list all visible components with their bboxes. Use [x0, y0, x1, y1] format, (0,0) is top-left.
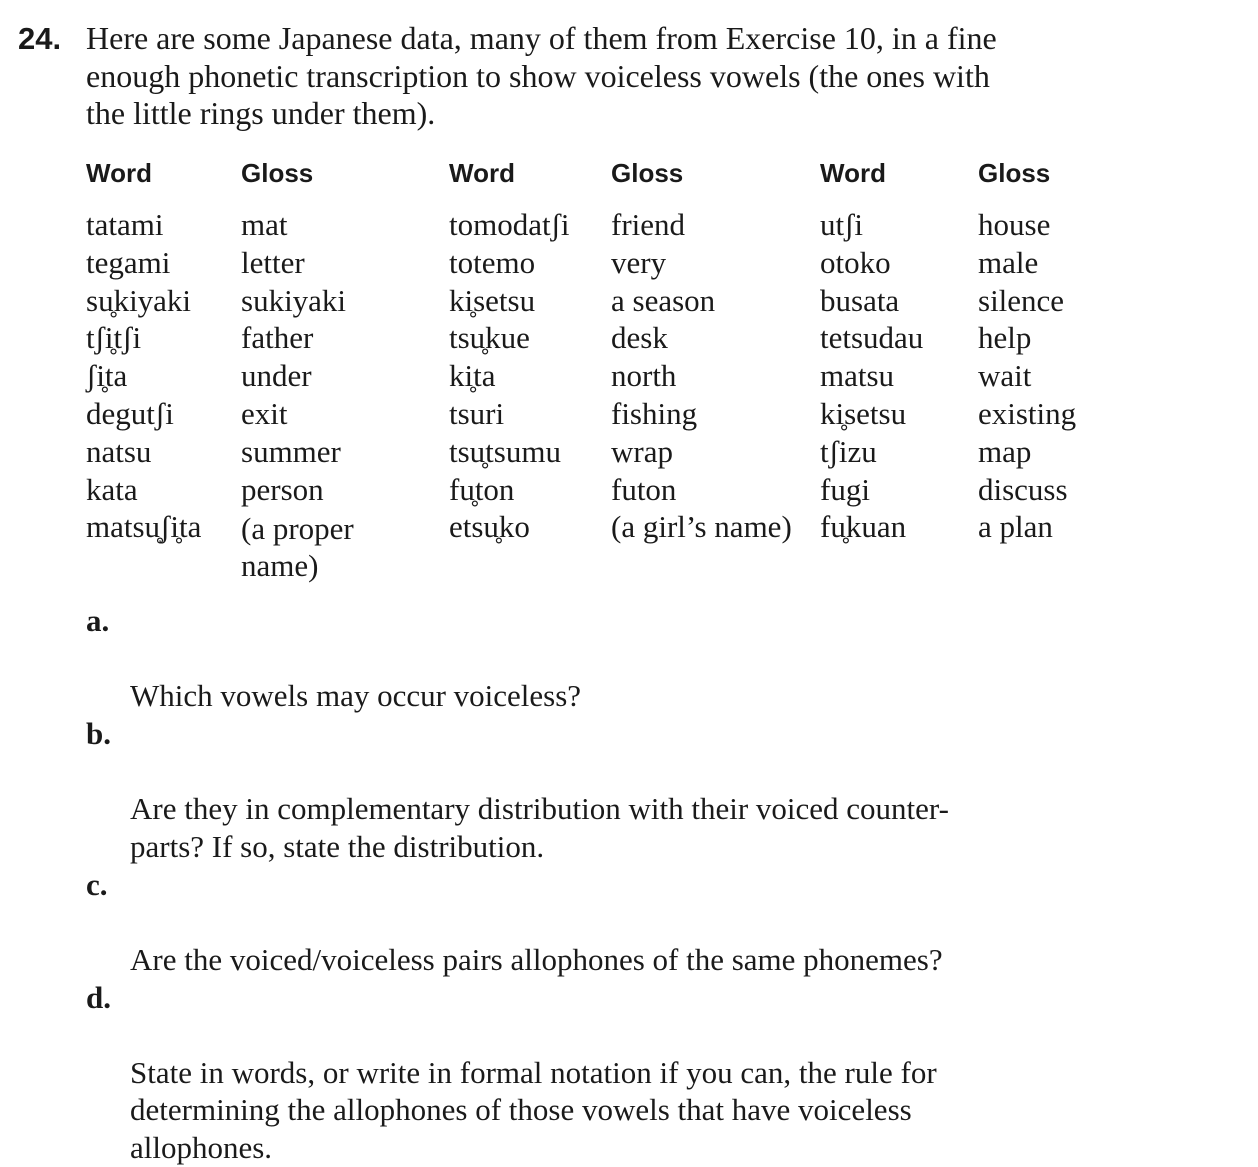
word-cell: fu̥ton [449, 471, 515, 507]
exercise-intro: Here are some Japanese data, many of them from Exercise 10, in a fine enough phonetic transcription to show voiceless vowels (the ones with the little rings under them). [86, 20, 997, 131]
question-text: Are they in complementary distribution with their voiced counter- parts? If so, state the distribution. [130, 791, 949, 864]
gloss-cell: summer [241, 433, 341, 469]
question-item [86, 715, 1206, 865]
word-cell: matsu [820, 358, 895, 394]
header-gloss: Gloss [241, 158, 314, 188]
table-row [86, 510, 1118, 584]
gloss-cell: under [241, 358, 312, 394]
gloss-cell: futon [611, 471, 677, 507]
question-letter: a. [86, 603, 110, 638]
table-row [86, 435, 1118, 473]
table-row [86, 397, 1118, 435]
word-cell: otoko [820, 244, 891, 280]
word-cell: fu̥kuan [820, 509, 907, 545]
word-cell: tsuri [449, 395, 505, 431]
data-table [86, 158, 1118, 584]
gloss-cell: discuss [978, 471, 1068, 507]
exercise-number: 24. [18, 21, 62, 56]
word-cell: fugi [820, 471, 870, 507]
header-gloss: Gloss [978, 158, 1051, 188]
gloss-cell: existing [978, 395, 1077, 431]
gloss-cell: wrap [611, 433, 673, 469]
word-cell: matsu̥ʃi̥ta [86, 509, 202, 545]
question-item [86, 979, 1206, 1167]
word-cell: totemo [449, 244, 536, 280]
table-row [86, 246, 1118, 284]
gloss-cell: north [611, 358, 677, 394]
table-row [86, 208, 1118, 246]
question-item [86, 866, 1206, 979]
word-cell: utʃi [820, 207, 864, 242]
gloss-cell: a season [611, 282, 716, 318]
gloss-cell: male [978, 244, 1039, 280]
word-cell: ki̥setsu [449, 282, 536, 318]
header-word: Word [449, 158, 515, 188]
gloss-cell: fishing [611, 395, 698, 431]
table-row [86, 359, 1118, 397]
gloss-cell: letter [241, 244, 305, 280]
gloss-cell: sukiyaki [241, 282, 347, 318]
table-header-row [86, 158, 1118, 208]
table-row [86, 473, 1118, 511]
question-text: Are the voiced/voiceless pairs allophones of the same phonemes? [130, 941, 943, 977]
question-text: State in words, or write in formal notation if you can, the rule for determining the allophones of those vowels that have voiceless allophones. [130, 1054, 937, 1165]
word-cell: tʃi̥tʃi [86, 320, 142, 356]
gloss-cell: exit [241, 395, 288, 431]
word-cell: su̥kiyaki [86, 282, 192, 318]
word-cell: tsu̥kue [449, 320, 530, 356]
word-cell: kata [86, 471, 138, 507]
word-cell: tegami [86, 244, 171, 280]
question-letter: d. [86, 979, 111, 1015]
header-word: Word [86, 158, 152, 188]
word-cell: etsu̥ko [449, 509, 530, 545]
header-gloss: Gloss [611, 158, 684, 188]
gloss-cell: (a proper name) [241, 511, 354, 584]
word-cell: ki̥setsu [820, 395, 907, 431]
gloss-cell: wait [978, 358, 1032, 394]
header-word: Word [820, 158, 886, 188]
question-letter: c. [86, 866, 108, 902]
gloss-cell: very [611, 244, 667, 280]
word-cell: tʃizu [820, 433, 877, 469]
gloss-cell: help [978, 320, 1032, 356]
gloss-cell: (a girl’s name) [611, 509, 792, 545]
gloss-cell: mat [241, 207, 288, 242]
question-letter: b. [86, 716, 111, 751]
word-cell: tomodatʃi [449, 207, 570, 242]
table-row [86, 284, 1118, 322]
gloss-cell: a plan [978, 509, 1053, 545]
word-cell: tetsudau [820, 320, 924, 356]
gloss-cell: father [241, 320, 314, 356]
gloss-cell: silence [978, 282, 1065, 318]
question-item [86, 602, 1206, 715]
word-cell: busata [820, 282, 900, 318]
word-cell: natsu [86, 433, 152, 469]
word-cell: tsu̥tsumu [449, 433, 561, 469]
gloss-cell: desk [611, 320, 668, 356]
word-cell: tatami [86, 207, 164, 242]
gloss-cell: friend [611, 207, 686, 242]
gloss-cell: map [978, 433, 1032, 469]
word-cell: degutʃi [86, 395, 174, 431]
question-list [86, 602, 1206, 1167]
gloss-cell: person [241, 471, 324, 507]
word-cell: ki̥ta [449, 358, 496, 394]
table-row [86, 321, 1118, 359]
gloss-cell: house [978, 207, 1051, 242]
word-cell: ʃi̥ta [86, 358, 128, 394]
question-text: Which vowels may occur voiceless? [130, 678, 582, 713]
